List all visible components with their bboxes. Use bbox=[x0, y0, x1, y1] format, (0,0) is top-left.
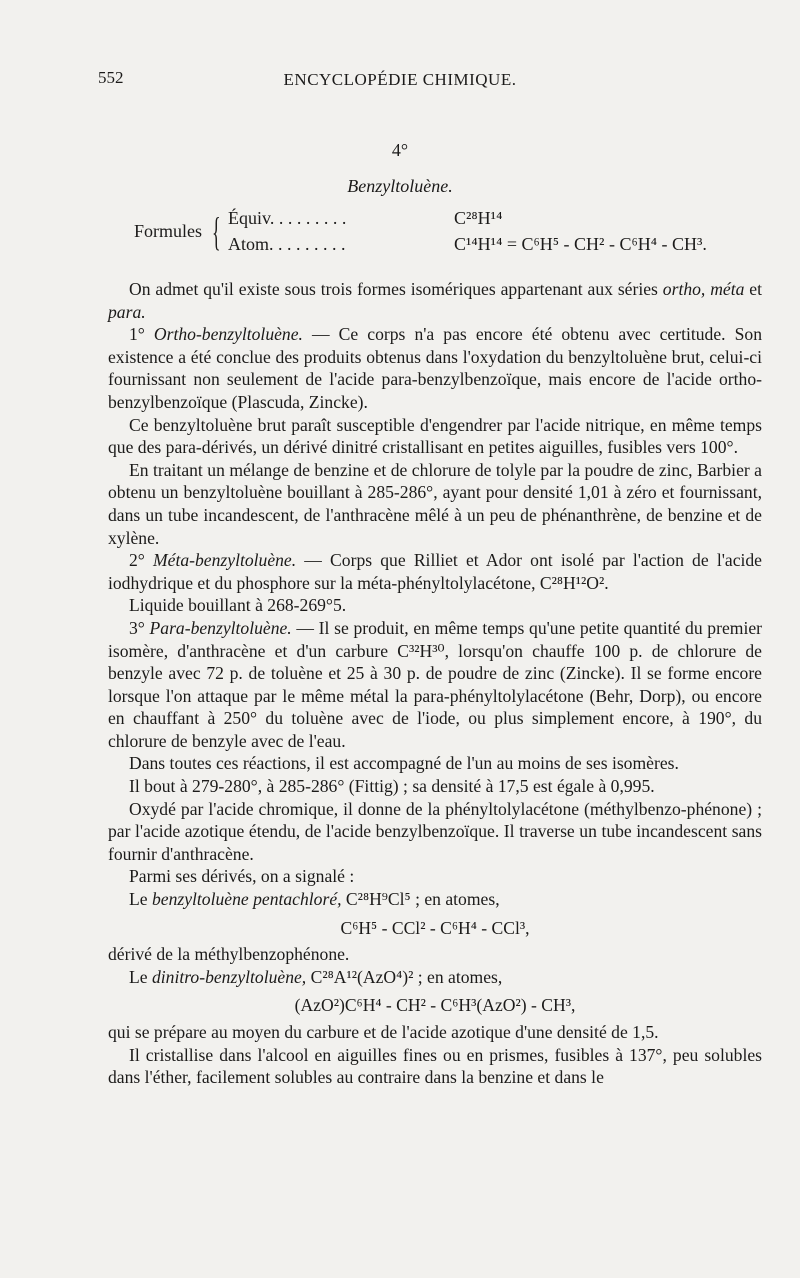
paragraph: dérivé de la méthylbenzophénone. bbox=[108, 944, 350, 965]
compound-name: dinitro-benzyltoluène, bbox=[151, 966, 307, 987]
equiv-label: Équiv. . . . . . . . . bbox=[228, 208, 347, 228]
brace-icon: { bbox=[212, 209, 221, 254]
text-run: Le bbox=[129, 966, 152, 987]
paragraph: Il bout à 279-280°, à 285-286° (Fittig) ; sa densité à 17,5 est égale à 0,995. bbox=[129, 776, 655, 797]
text-run: 3° bbox=[129, 617, 150, 638]
text-run: — Corps que Rilliet et Ador ont isolé par l'action de l'acide iodhydrique et du phosphore sur la méta-phényltolylacétone, C²⁸H¹²O². bbox=[108, 550, 762, 593]
heading-meta: Méta-benzyltoluène. bbox=[153, 550, 297, 571]
section-number: 4° bbox=[391, 140, 409, 160]
formula-row-atom bbox=[228, 234, 707, 255]
atom-label: Atom. . . . . . . . . bbox=[228, 234, 346, 254]
equiv-value: C²⁸H¹⁴ bbox=[454, 208, 503, 228]
text-run: — Ce corps n'a pas encore été obtenu avec certitude. Son existence a été conclue des produits obtenus dans l'oxydation du benzyltoluène brut, celui-ci fournissant non seulement de l'acide para-benzylbenzoïque, mais encore de l'acide ortho-benzylbenzoïque (Plascuda, Zincke). bbox=[108, 324, 762, 412]
text-run-italic: ortho, méta bbox=[662, 279, 745, 299]
paragraph: En traitant un mélange de benzine et de chlorure de tolyle par la poudre de zinc, Barbier a obtenu un benzyltoluène bouillant à 285-286°, ayant pour densité 1,01 à zéro et fournissant, dans un tube incandescent, de l'anthracène mêlé à un peu de phénanthrène, de benzine et de xylène. bbox=[108, 459, 762, 548]
running-title: ENCYCLOPÉDIE CHIMIQUE. bbox=[283, 70, 517, 89]
paragraph: Dans toutes ces réactions, il est accompagné de l'un au moins de ses isomères. bbox=[129, 753, 679, 774]
text-run: On admet qu'il existe sous trois formes isomériques appartenant aux séries bbox=[129, 279, 663, 299]
paragraph: Liquide bouillant à 268-269°5. bbox=[129, 595, 347, 616]
paragraph bbox=[108, 888, 762, 911]
text-run-italic: para. bbox=[108, 301, 146, 322]
text-run: et bbox=[744, 279, 763, 299]
paragraph: Oxydé par l'acide chromique, il donne de la phényltolylacétone (méthylbenzo-phénone) ; par l'acide azotique étendu, de l'acide benzylbenzoïque. Il traverse un tube incandescent sans fournir d'anthracène. bbox=[108, 798, 762, 864]
text-run: Le bbox=[129, 889, 152, 910]
compound-name: benzyltoluène pentachloré, bbox=[151, 889, 342, 910]
body-text bbox=[108, 278, 762, 1089]
formula-line: (AzO²)C⁶H⁴ - CH² - C⁶H³(AzO²) - CH³, bbox=[294, 995, 576, 1016]
text-run: 2° bbox=[129, 550, 153, 571]
paragraph: Parmi ses dérivés, on a signalé : bbox=[129, 866, 355, 887]
formula-row-equiv bbox=[228, 208, 503, 229]
paragraph bbox=[108, 617, 762, 753]
text-run: C²⁸A¹²(AzO⁴)² ; en atomes, bbox=[306, 966, 503, 987]
section-title: Benzyltoluène. bbox=[347, 176, 453, 196]
paragraph: Ce benzyltoluène brut paraît susceptible d'engendrer par l'acide nitrique, en même temps que des para-dérivés, un dérivé dinitré cristallisant en petites aiguilles, fusibles vers 100°. bbox=[108, 414, 762, 458]
paragraph bbox=[108, 323, 762, 413]
paragraph: qui se prépare au moyen du carbure et de l'acide azotique d'une densité de 1,5. bbox=[108, 1022, 659, 1042]
paragraph bbox=[108, 966, 762, 989]
formulas-label: Formules bbox=[134, 221, 203, 241]
heading-ortho: Ortho-benzyltoluène. bbox=[153, 324, 303, 345]
text-run: — Il se produit, en même temps qu'une petite quantité du premier isomère, d'anthracène et d'un carbure C³²H³⁰, lorsqu'on chauffe 100 p. de chlorure de benzyle avec 72 p. de toluène et 25 à 30 p. de poudre de zinc (Zincke). Il se forme encore lorsque l'on attaque par le même métal la para-phényltolylacétone (Behr, Dorp), ou encore en chauffant à 250° du toluène avec de l'iode, ou plus simplement encore, à 190°, du chlorure de benzyle avec de l'eau. bbox=[108, 617, 763, 751]
page-number: 552 bbox=[98, 68, 124, 87]
formula-block bbox=[0, 208, 800, 262]
paragraph: Il cristallise dans l'alcool en aiguilles fines ou en prismes, fusibles à 137°, peu solubles dans l'éther, facilement solubles au contraire dans la benzine et dans le bbox=[108, 1044, 762, 1088]
text-run: C²⁸H⁹Cl⁵ ; en atomes, bbox=[341, 889, 500, 910]
heading-para: Para-benzyltoluène. bbox=[149, 617, 292, 638]
text-run: 1° bbox=[129, 324, 154, 345]
atom-value: C¹⁴H¹⁴ = C⁶H⁵ - CH² - C⁶H⁴ - CH³. bbox=[454, 234, 707, 254]
paragraph bbox=[108, 549, 762, 594]
formula-line: C⁶H⁵ - CCl² - C⁶H⁴ - CCl³, bbox=[340, 917, 530, 938]
paragraph bbox=[108, 278, 762, 323]
